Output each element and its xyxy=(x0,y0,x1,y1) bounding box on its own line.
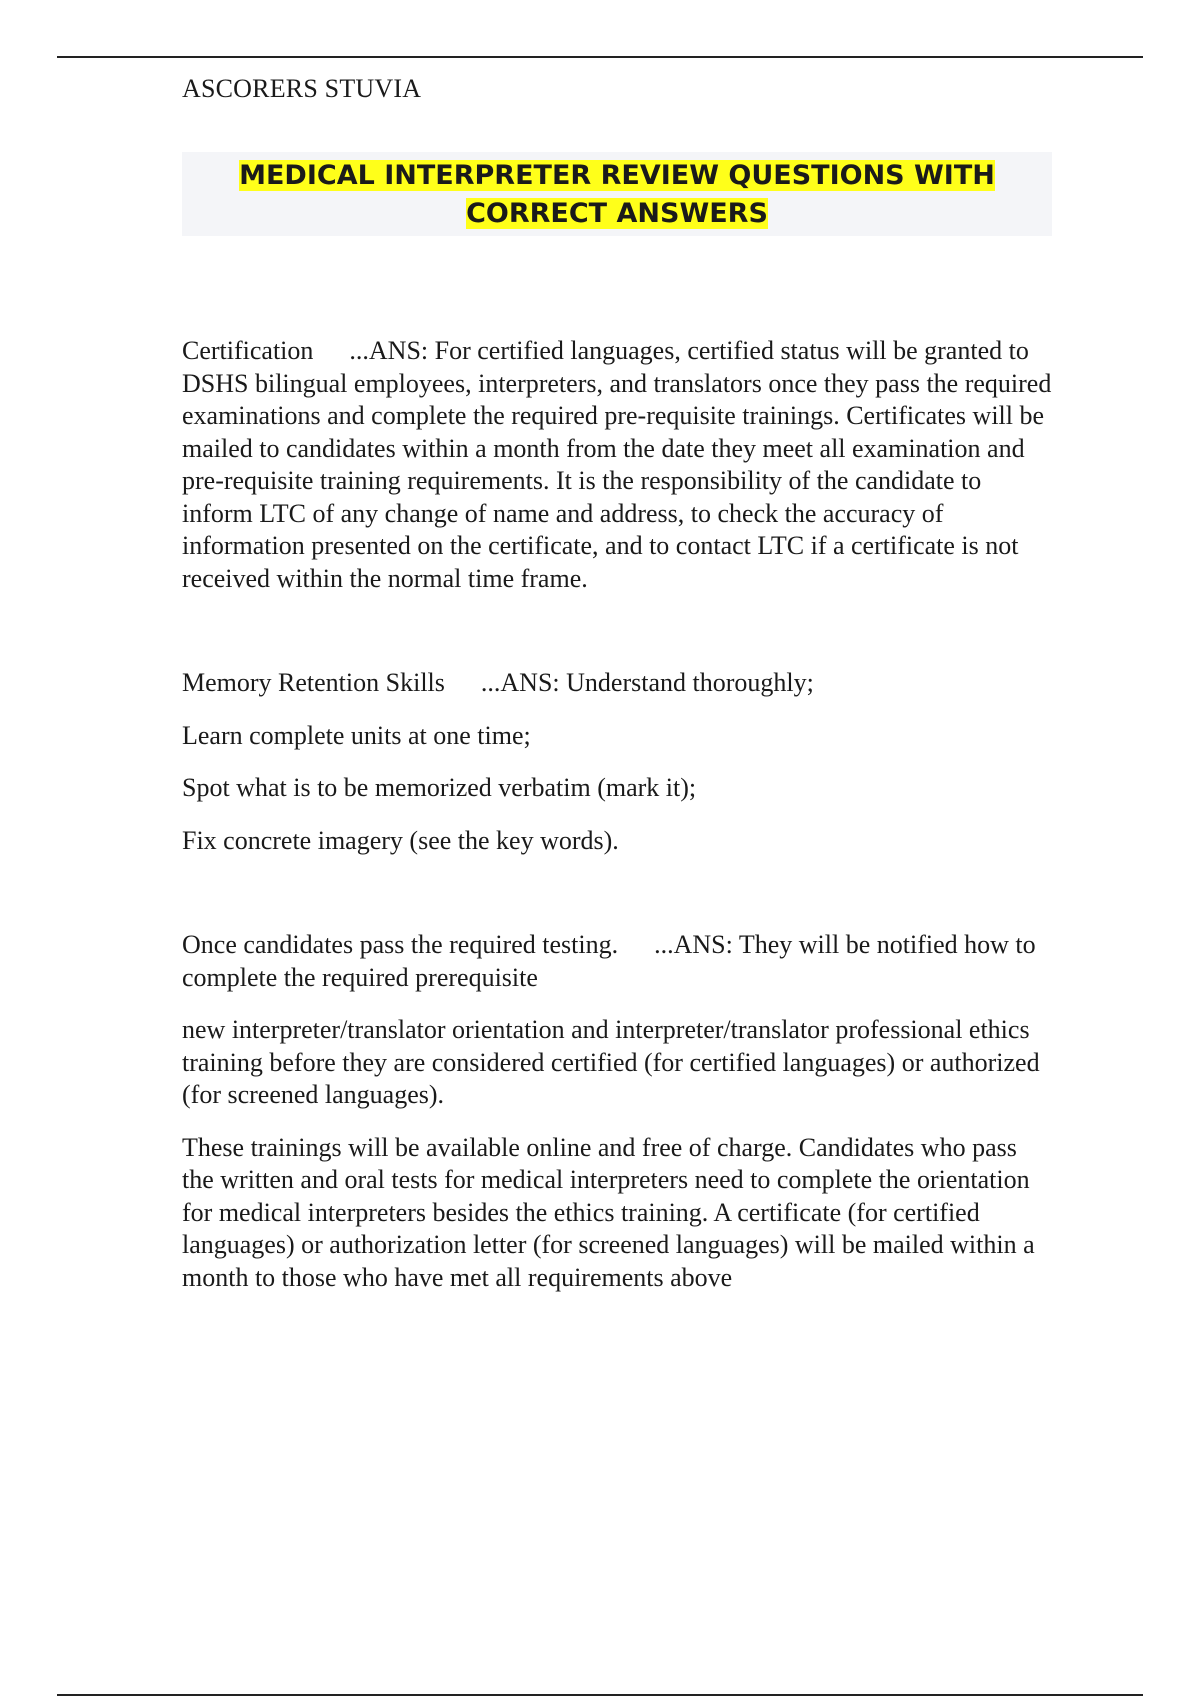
entry-answer: ...ANS: Understand thoroughly; xyxy=(480,668,814,697)
bottom-rule xyxy=(57,1694,1143,1696)
document-body xyxy=(182,74,1052,1294)
title-line-2: CORRECT ANSWERS xyxy=(466,198,768,229)
entry-question: Memory Retention Skills xyxy=(182,668,445,697)
entry-once-candidates-pass xyxy=(182,929,1052,994)
title-box xyxy=(182,152,1052,236)
entry-certification xyxy=(182,335,1052,595)
memory-followup-3: Fix concrete imagery (see the key words). xyxy=(182,825,619,855)
entry-answer: ...ANS: For certified languages, certified status will be granted to DSHS bilingual employees, interpreters, and translators once they pass the required examinations and complete the required pre-requisite trainings. Certificates will be mailed to candidates within a month from the date they meet all examination and pre-requisite training requirements. It is the responsibility of the candidate to inform LTC of any change of name and address, to check the accuracy of information presented on the certificate, and to contact LTC if a certificate is not received within the normal time frame. xyxy=(182,336,1052,593)
title-line-1: MEDICAL INTERPRETER REVIEW QUESTIONS WITH xyxy=(239,160,995,191)
header-label: ASCORERS STUVIA xyxy=(182,74,422,103)
entry-question: Certification xyxy=(182,336,314,365)
once-followup-2: These trainings will be available online and free of charge. Candidates who pass the written and oral tests for medical interpreters need to complete the orientation for medical interpreters besides the ethics training. A certificate (for certified languages) or authorization letter (for screened languages) will be mailed within a month to those who have met all requirements above xyxy=(182,1132,1035,1292)
once-followup-1: new interpreter/translator orientation and interpreter/translator professional ethics training before they are considered certified (for certified languages) or authorized (for screened languages). xyxy=(182,1015,1040,1109)
memory-followup-1: Learn complete units at one time; xyxy=(182,720,531,750)
entry-memory-retention xyxy=(182,667,1052,700)
entry-answer: ...ANS: They will be notified how to complete the required prerequisite xyxy=(182,930,1036,992)
memory-followup-2: Spot what is to be memorized verbatim (mark it); xyxy=(182,773,697,802)
entry-question: Once candidates pass the required testing. xyxy=(182,930,619,959)
document-title xyxy=(182,157,1052,233)
top-rule xyxy=(57,56,1143,58)
